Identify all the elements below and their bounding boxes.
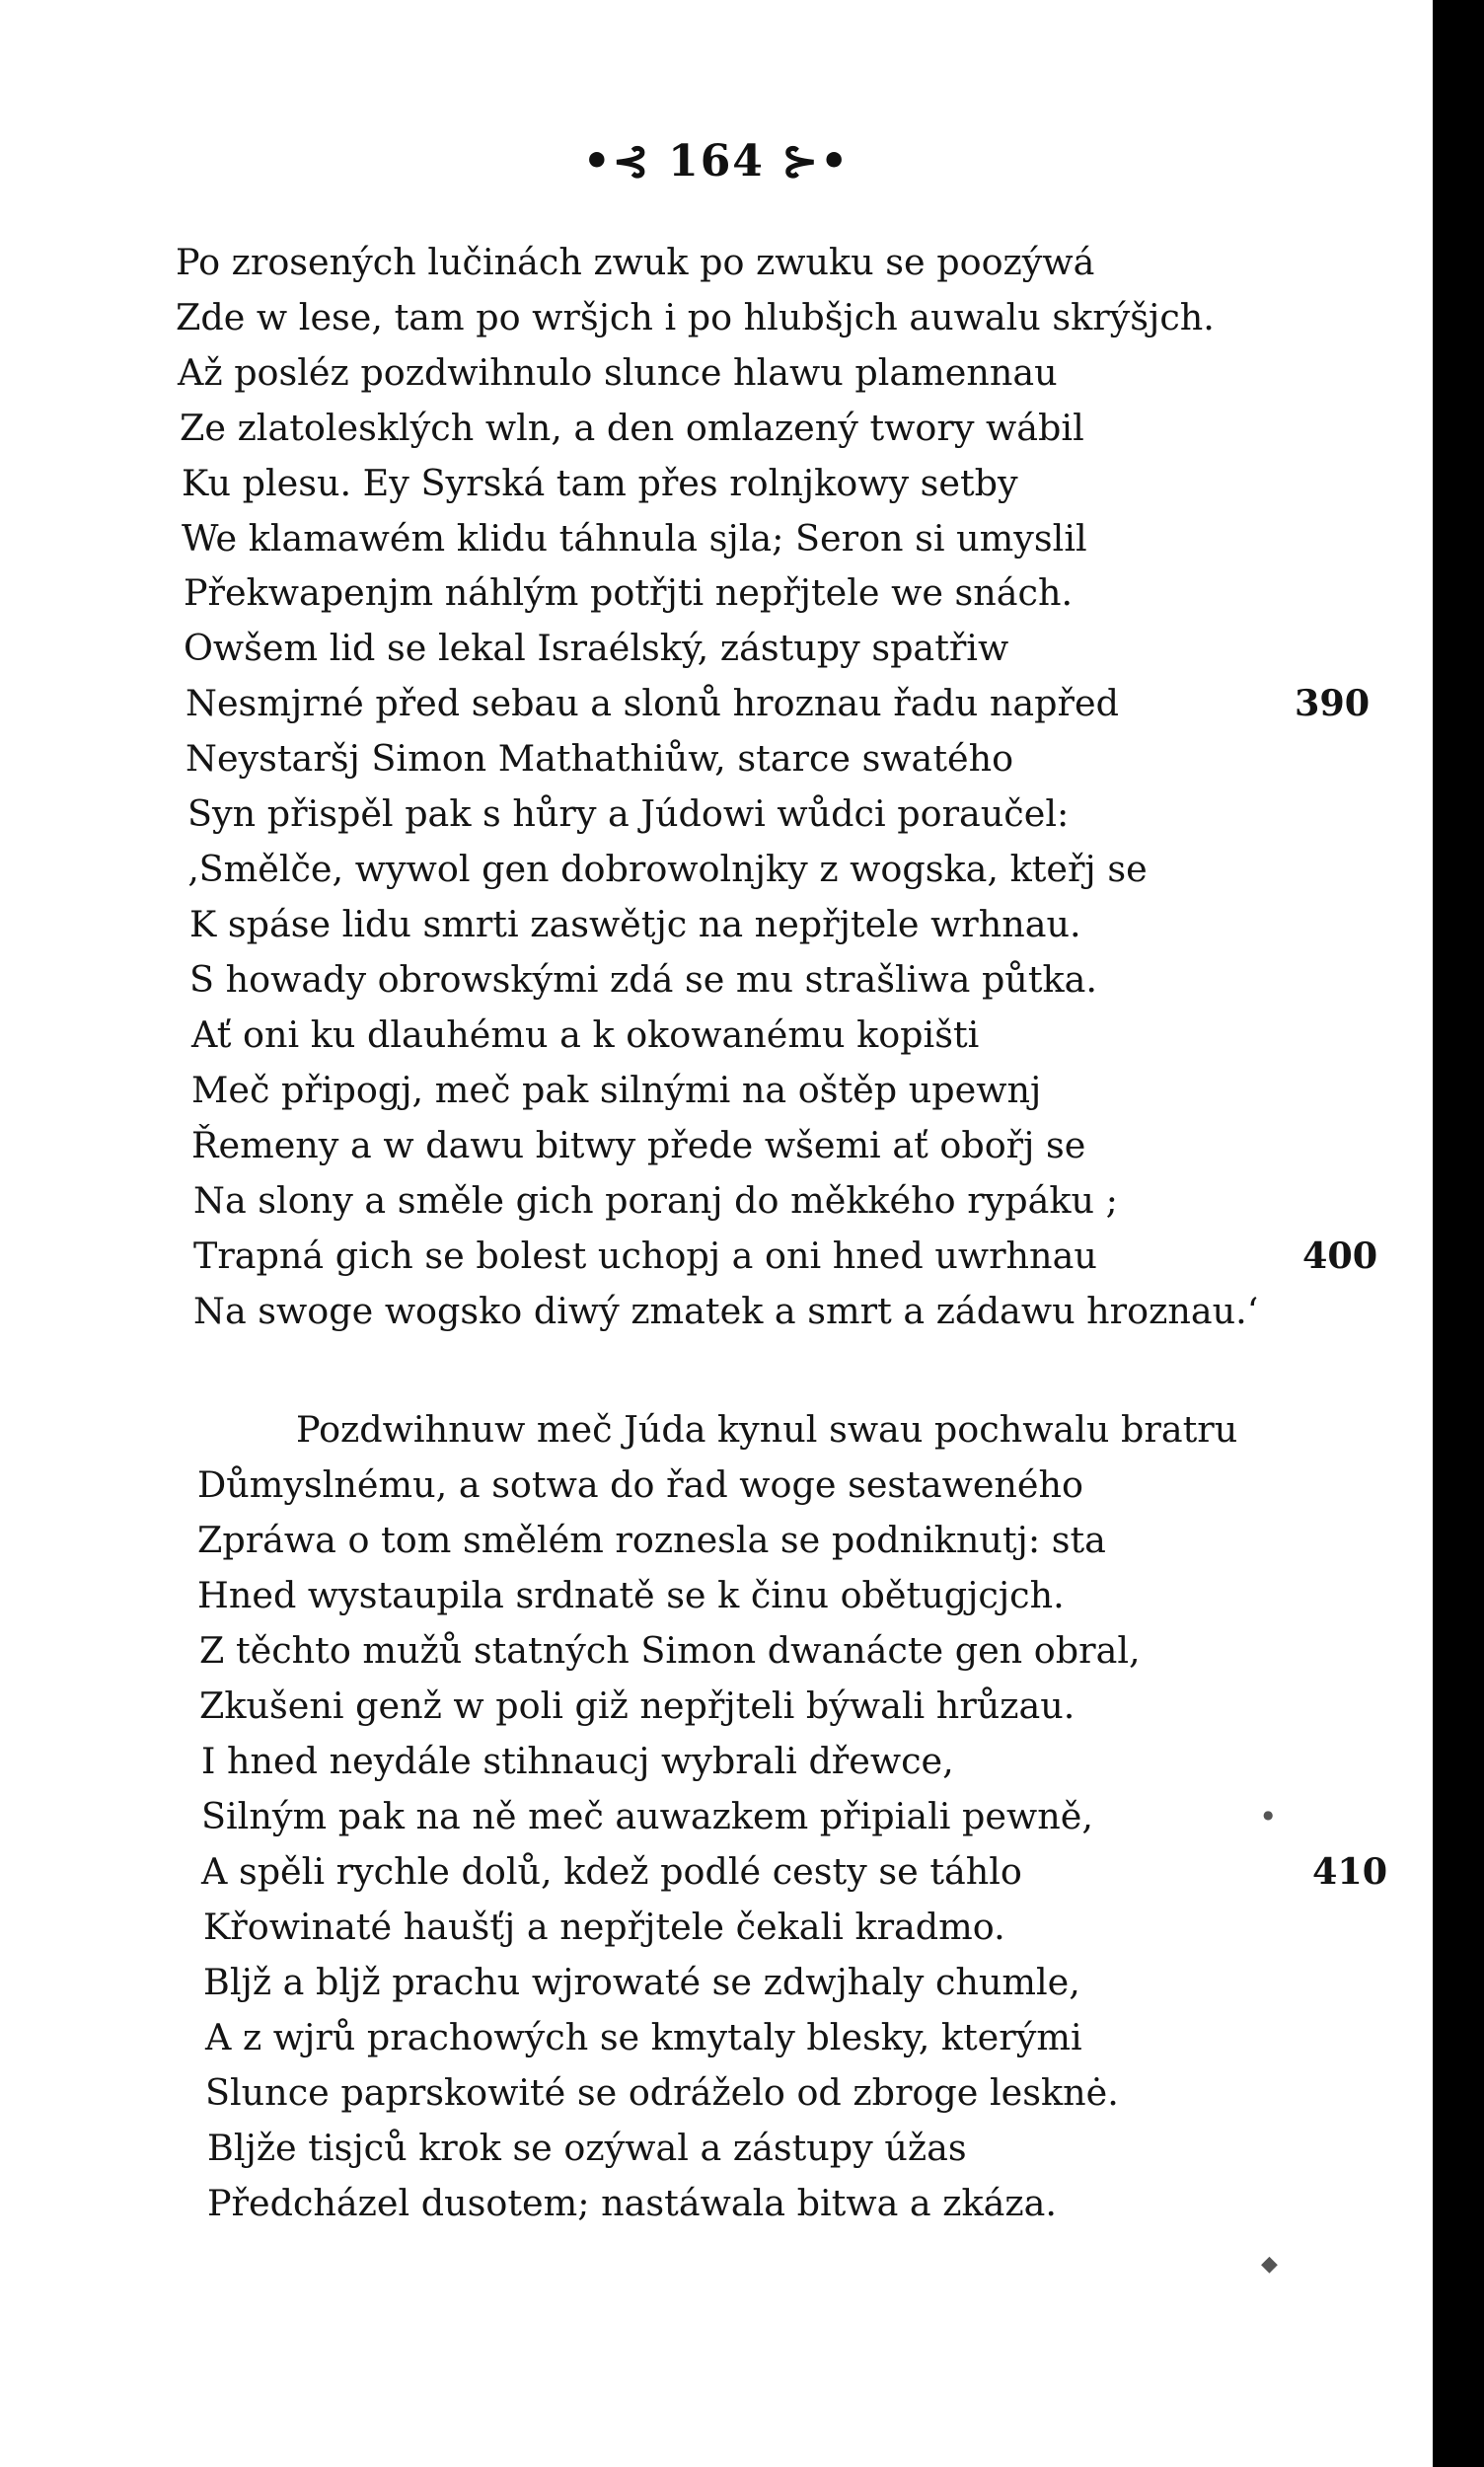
verse-line: Ku plesu. Ey Syrská tam přes rolnjkowy setby [182,462,1018,504]
verse-line: Ať oni ku dlauhému a k okowanému kopišti [191,1013,980,1056]
line-number: 390 [1295,682,1371,724]
page-number: •⊰ 164 ⊱• [582,136,851,187]
verse-line: Důmyslnému, a sotwa do řad woge sestaweného [197,1463,1084,1506]
verse-line: Owšem lid se lekal Israélský, zástupy spatřiw [184,627,1009,669]
verse-line: Ze zlatolesklých wln, a den omlazený twory wábil [180,407,1084,449]
verse-line: Zde w lese, tam po wršjch i po hlubšjch auwalu skrýšjch. [176,296,1215,338]
verse-line: Řemeny a w dawu bitwy přede wšemi ať obořj se [191,1124,1086,1166]
verse-line: Z těchto mužů statných Simon dwanácte gen obral, [199,1629,1141,1672]
verse-line: Křowinaté haušťj a nepřjtele čekali kradmo. [203,1906,1005,1948]
verse-line: A spěli rychle dolů, kdež podlé cesty se táhlo [201,1850,1022,1893]
verse-line: S howady obrowskými zdá se mu strašliwa půtka. [189,958,1097,1001]
verse-line: Až posléz pozdwihnulo slunce hlawu plamennau [178,351,1058,394]
verse-line: Předcházel dusotem; nastáwala bitwa a zkáza. [207,2182,1057,2224]
verse-line: Syn přispěl pak s hůry a Júdowi wůdci poraučel: [187,792,1070,835]
verse-line: Po zrosených lučinách zwuk po zwuku se poozýwá [176,241,1095,283]
verse-line: Silným pak na ně meč auwazkem připiali pewně, [201,1795,1093,1837]
verse-line: Bljže tisjců krok se ozýwal a zástupy úžas [207,2127,967,2169]
verse-line: Na slony a směle gich poranj do měkkého rypáku ; [193,1179,1118,1222]
verse-line: Zpráwa o tom smělém roznesla se podniknutj: sta [197,1519,1106,1561]
verse-line: Hned wystaupila srdnatě se k činu obětugjcjch. [197,1574,1065,1616]
verse-line: I hned neydále stihnaucj wybrali dřewce, [201,1740,954,1782]
ink-speck: ● [1263,1808,1274,1822]
scan-page-edge [1433,0,1484,2467]
verse-line: Pozdwihnuw meč Júda kynul swau pochwalu bratru [296,1408,1238,1451]
verse-line: Trapná gich se bolest uchopj a oni hned uwrhnau [193,1234,1097,1277]
verse-line: Bljž a bljž prachu wjrowaté se zdwjhaly chumle, [203,1961,1080,2003]
verse-line: K spáse lidu smrti zaswětjc na nepřjtele wrhnau. [189,903,1081,945]
ink-speck: ◆ [1261,2252,1278,2277]
verse-line: Meč připogj, meč pak silnými na oštěp upewnj [191,1069,1042,1111]
verse-line: Slunce paprskowité se odráželo od zbroge lesknė. [205,2071,1119,2114]
verse-line: Zkušeni genž w poli giž nepřjteli býwali hrůzau. [199,1684,1076,1727]
verse-line: Neystaršj Simon Mathathiůw, starce swatého [186,737,1014,780]
verse-line: Nesmjrné před sebau a slonů hroznau řadu napřed [186,682,1119,724]
verse-line: ‚Smělče, wywol gen dobrowolnjky z wogska, kteřj se [187,848,1148,890]
verse-line: We klamawém klidu táhnula sjla; Seron si umyslil [182,517,1087,560]
line-number: 400 [1302,1234,1378,1277]
line-number: 410 [1312,1850,1388,1893]
verse-line: Překwapenjm náhlým potřjti nepřjtele we snách. [184,571,1074,614]
verse-line: A z wjrů prachowých se kmytaly blesky, kterými [205,2016,1082,2058]
verse-line: Na swoge wogsko diwý zmatek a smrt a zádawu hroznau.‘ [193,1290,1259,1332]
